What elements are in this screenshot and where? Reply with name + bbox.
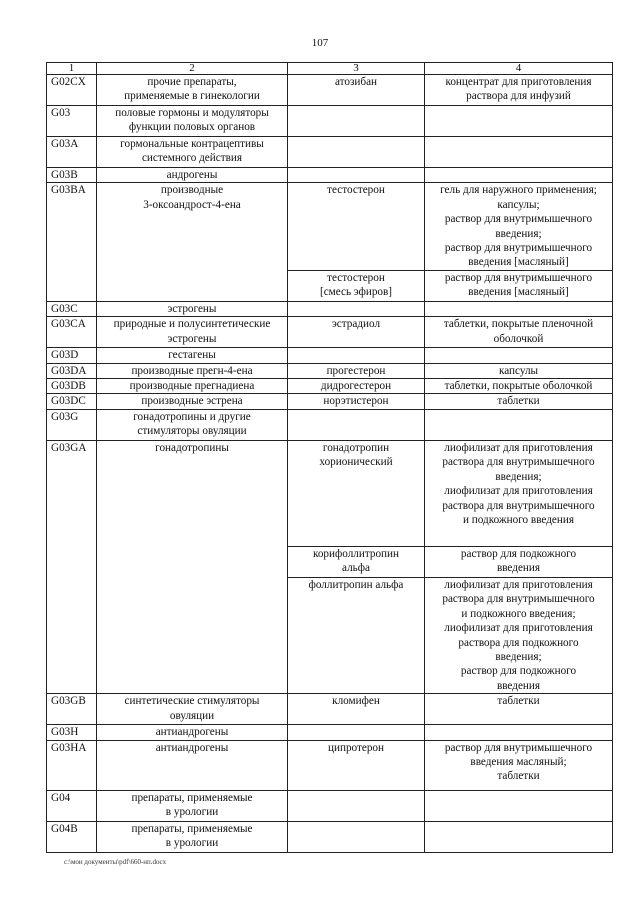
table-row [47, 317, 613, 348]
atc-code-cell: G03B [47, 168, 97, 183]
dosage-form-cell [425, 301, 613, 316]
atc-code-cell: G03BA [47, 183, 97, 301]
drug-name-cell [288, 106, 425, 137]
drug-name-cell: дидрогестерон [288, 379, 425, 394]
atc-code-cell: G03H [47, 725, 97, 740]
anatomical-group-cell: производные прегнадиена [97, 379, 288, 394]
header-col-4: 4 [425, 63, 613, 75]
atc-code-cell: G03DB [47, 379, 97, 394]
drug-name-cell: норэтистерон [288, 394, 425, 409]
dosage-form-cell [425, 821, 613, 852]
table-row [47, 790, 613, 821]
table-row [47, 821, 613, 852]
anatomical-group-cell: производные эстрена [97, 394, 288, 409]
drug-name-cell [288, 348, 425, 363]
table-row [47, 168, 613, 183]
anatomical-group-cell: эстрогены [97, 301, 288, 316]
anatomical-group-cell: синтетические стимуляторы овуляции [97, 694, 288, 725]
drug-name-cell [288, 168, 425, 183]
table-row [47, 301, 613, 316]
atc-code-cell: G03G [47, 409, 97, 440]
atc-code-cell: G03 [47, 106, 97, 137]
drug-name-cell: ципротерон [288, 740, 425, 790]
page-number: 107 [311, 37, 329, 49]
drug-name-cell: эстрадиол [288, 317, 425, 348]
table-row [47, 75, 613, 106]
dosage-form-cell: концентрат для приготовления раствора для инфузий [425, 75, 613, 106]
anatomical-group-cell: антиандрогены [97, 740, 288, 790]
drug-name-cell: тестостерон [288, 183, 425, 270]
table-row [47, 137, 613, 168]
header-col-3: 3 [288, 63, 425, 75]
table-row [47, 363, 613, 378]
dosage-form-cell: лиофилизат для приготовления раствора для внутримышечного введения; лиофилизат для приготовления раствора для внутримышечного и подкожного введения [425, 440, 613, 546]
anatomical-group-cell: гонадотропины и другие стимуляторы овуляции [97, 409, 288, 440]
atc-code-cell: G04B [47, 821, 97, 852]
atc-code-cell: G03D [47, 348, 97, 363]
drug-name-cell [288, 137, 425, 168]
drug-name-cell [288, 725, 425, 740]
drug-name-cell [288, 790, 425, 821]
anatomical-group-cell: антиандрогены [97, 725, 288, 740]
header-col-2: 2 [97, 63, 288, 75]
atc-code-cell: G02CX [47, 75, 97, 106]
drug-name-cell: тестостерон [смесь эфиров] [288, 270, 425, 301]
anatomical-group-cell: гестагены [97, 348, 288, 363]
drug-name-cell: фоллитропин альфа [288, 577, 425, 693]
anatomical-group-cell: производные 3-оксоандрост-4-ена [97, 183, 288, 301]
table-row [47, 394, 613, 409]
drug-name-cell [288, 301, 425, 316]
header-col-1: 1 [47, 63, 97, 75]
atc-code-cell: G03C [47, 301, 97, 316]
atc-code-cell: G03HA [47, 740, 97, 790]
dosage-form-cell: таблетки, покрытые пленочной оболочкой [425, 317, 613, 348]
atc-code-cell: G03A [47, 137, 97, 168]
atc-code-cell: G03CA [47, 317, 97, 348]
dosage-form-cell [425, 168, 613, 183]
anatomical-group-cell: препараты, применяемые в урологии [97, 821, 288, 852]
atc-code-cell: G03GB [47, 694, 97, 725]
table-row [47, 348, 613, 363]
table-header-row [47, 63, 613, 75]
atc-code-cell: G03DC [47, 394, 97, 409]
dosage-form-cell: таблетки [425, 394, 613, 409]
table-row [47, 106, 613, 137]
table-row [47, 740, 613, 790]
drug-name-cell: кломифен [288, 694, 425, 725]
dosage-form-cell: капсулы [425, 363, 613, 378]
anatomical-group-cell: половые гормоны и модуляторы функции половых органов [97, 106, 288, 137]
drug-name-cell: корифоллитропин альфа [288, 546, 425, 577]
table-row [47, 379, 613, 394]
table-row [47, 409, 613, 440]
anatomical-group-cell: гонадотропины [97, 440, 288, 693]
dosage-form-cell [425, 137, 613, 168]
dosage-form-cell [425, 348, 613, 363]
atc-code-cell: G03GA [47, 440, 97, 693]
atc-code-cell: G04 [47, 790, 97, 821]
anatomical-group-cell: прочие препараты, применяемые в гинекологии [97, 75, 288, 106]
dosage-form-cell [425, 790, 613, 821]
anatomical-group-cell: гормональные контрацептивы системного действия [97, 137, 288, 168]
anatomical-group-cell: андрогены [97, 168, 288, 183]
dosage-form-cell: раствор для внутримышечного введения масляный; таблетки [425, 740, 613, 790]
dosage-form-cell: раствор для подкожного введения [425, 546, 613, 577]
anatomical-group-cell: производные прегн-4-ена [97, 363, 288, 378]
atc-code-cell: G03DA [47, 363, 97, 378]
drug-name-cell: атозибан [288, 75, 425, 106]
drug-name-cell [288, 409, 425, 440]
table-row [47, 440, 613, 546]
drug-name-cell: гонадотропин хорионический [288, 440, 425, 546]
dosage-form-cell: гель для наружного применения; капсулы; раствор для внутримышечного введения; раствор для внутримышечного введения [масляный] [425, 183, 613, 270]
dosage-form-cell: таблетки [425, 694, 613, 725]
dosage-form-cell: раствор для внутримышечного введения [масляный] [425, 270, 613, 301]
anatomical-group-cell: препараты, применяемые в урологии [97, 790, 288, 821]
table-row [47, 694, 613, 725]
drug-name-cell [288, 821, 425, 852]
dosage-form-cell [425, 106, 613, 137]
dosage-form-cell [425, 725, 613, 740]
dosage-form-cell [425, 409, 613, 440]
anatomical-group-cell: природные и полусинтетические эстрогены [97, 317, 288, 348]
footer-file-path: c:\мои документы\pdf\660-нп.docx [64, 858, 167, 866]
drug-name-cell: прогестерон [288, 363, 425, 378]
table-row [47, 183, 613, 270]
table-row [47, 725, 613, 740]
atc-drug-table [46, 62, 613, 853]
dosage-form-cell: лиофилизат для приготовления раствора для внутримышечного и подкожного введения; лиофилизат для приготовления раствора для подкожного введения; раствор для подкожного введения [425, 577, 613, 693]
dosage-form-cell: таблетки, покрытые оболочкой [425, 379, 613, 394]
